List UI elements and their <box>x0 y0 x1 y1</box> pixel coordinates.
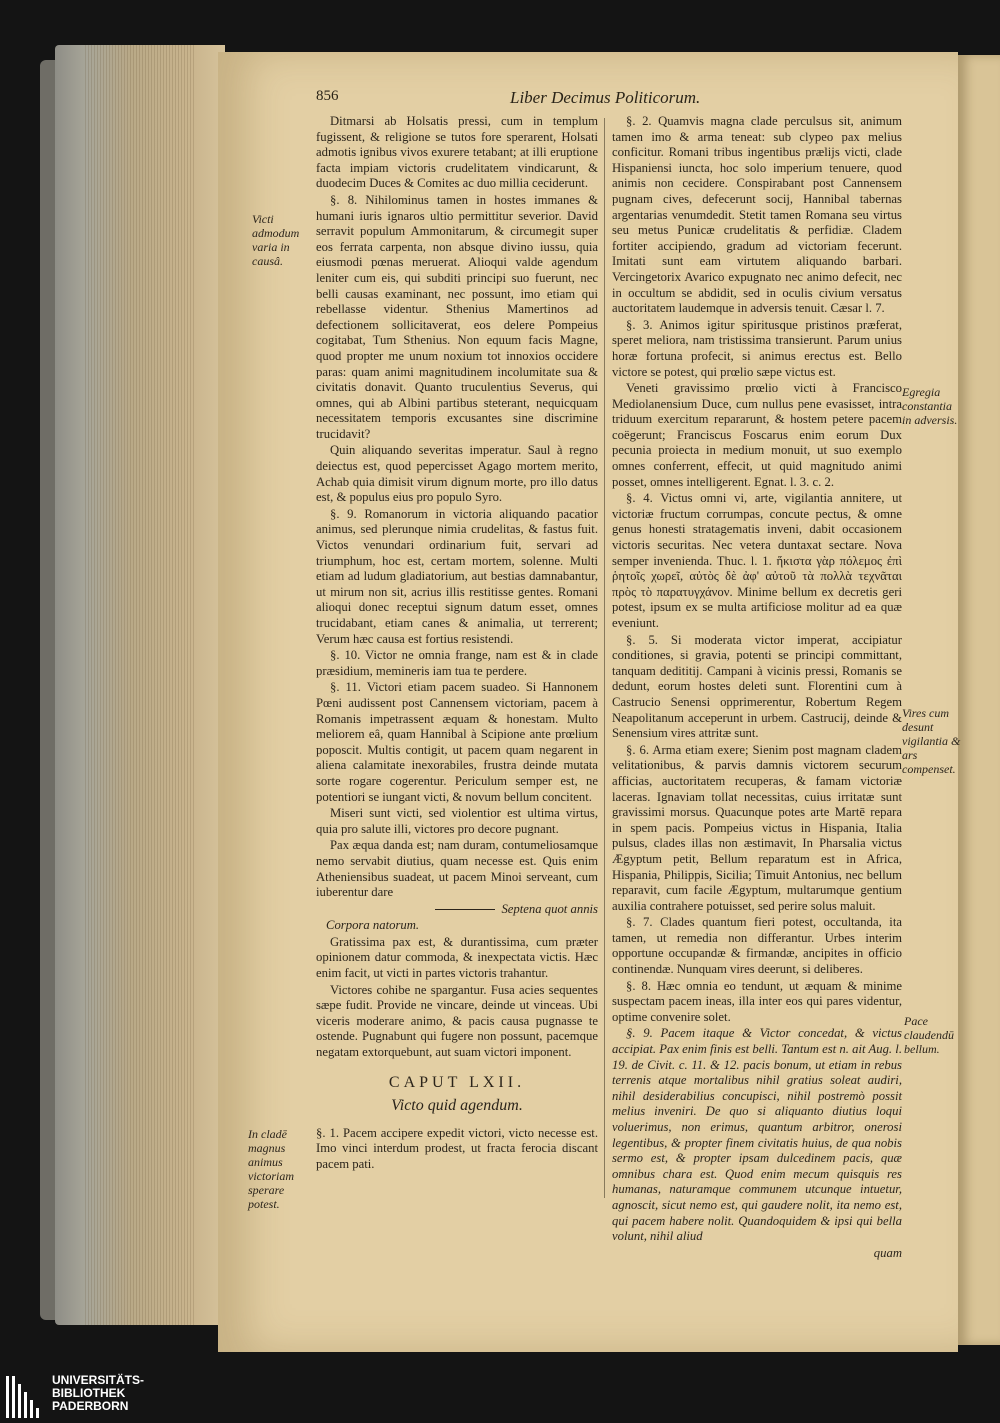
paragraph: Quin aliquando severitas imperatur. Saul à regno deiectus est, quod pepercisset Agago mortem merito, Achab quia dimisit virum dignum morte, pro illo datus est, & populus eius pro populo Syro. <box>316 443 598 505</box>
verse-line: Septena quot annis <box>316 902 598 918</box>
paragraph: §. 11. Victori etiam pacem suadeo. Si Hannonem Pœni audissent post Cannensem victoriam, pacem à Romanis impetrassent æquam & honestam. Multo meliorem eâ, quam Hannibal à Scipione ante prœlium poposcit. Multis contigit, ut pacem quam negarent in aliena calamitate inexorabiles, frustra deinde mutata sorte rogare cogerentur. Periculum semper est, ne potentiori se iungant victi, & novum bellum concitent. <box>316 680 598 804</box>
margin-note-pace: Pace claudendū bellum. <box>904 1014 954 1056</box>
catchword: quam <box>873 1245 902 1260</box>
paragraph: §. 3. Animos igitur spiritusque pristinos præferat, speret meliora, nam tristissima transierunt. Parum unius horæ fortuna profecit, si animus erectus est. Bello victore se potest, qui prœlio sæpe victus est. <box>612 317 902 379</box>
chapter-subtitle: Victo quid agendum. <box>391 1097 523 1115</box>
paragraph: Veneti gravissimo prœlio victi à Francisco Mediolanensium Duce, cum nullus pene evasisset, intra triduum exercitum repararunt, & hostem petere pacem coëgerunt; Franciscus Foscarus enim eorum Dux pecunia proiecta in medium monuit, ut suo exemplo omnes conferrent, effecit, ut quid magnitudo animi posset, omnes intelligerent. Egnat. l. 3. c. 2. <box>612 381 902 489</box>
paragraph: §. 4. Victus omni vi, arte, vigilantia annitere, ut victoriæ fructum corrumpas, concute pectus, & omne genus honesti stratagematis inveni, dabit occasionem victoris securitas. Nec vetera duntaxat sectare. Nova semper invenienda. Thuc. l. 1. ἥκιστα γὰρ πόλεμος ἐπὶ ῥητοῖς χωρεῖ, αὐτὸς δὲ ἀφ' αὐτοῦ τὰ πολλὰ τεχνᾶται πρὸς τὸ παρατυγχάνον. Minime bellum ex decretis geri potest, ipsum ex se multa artificiose molitur ad ea quæ eveniunt. <box>612 491 902 630</box>
right-column <box>612 114 902 1262</box>
page-header <box>300 88 940 110</box>
paragraph: §. 5. Si moderata victor imperat, accipiatur conditiones, si gravia, potenti se principi committant, tanquam dedititij. Campani à vicinis pressi, Romanis se dedunt, eorum hostes deleti sunt. Florentini cum à Castrucio Senensi opprimerentur, Robertum Regem Neapolitanum acceperunt in urbem. Castrucij, deinde & Senensium vires attritæ sunt. <box>612 632 902 741</box>
paragraph: §. 8. Hæc omnia eo tendunt, ut æquam & minime suspectam pacem ineas, illa inter eos qui pares videntur, optime convenire solet. <box>612 978 902 1024</box>
paragraph: Gratissima pax est, & durantissima, cum præter opinionem datur commoda, & inexpectata victis. Hæc enim facit, ut victi in partes victoris trahantur. <box>316 934 598 981</box>
margin-note-in-clade: In cladē magnus animus victoriam sperare potest. <box>248 1127 294 1211</box>
margin-note-vires: Vires cum desunt vigilantia & ars compenset. <box>902 706 961 776</box>
verse-line: Corpora natorum. <box>326 918 420 933</box>
margin-note-victi: Victi admodum varia in causâ. <box>252 212 300 268</box>
paragraph: §. 10. Victor ne omnia frange, nam est & in clade præsidium, memineris iam tua te perdere. <box>316 648 598 678</box>
paragraph: Victores cohibe ne spargantur. Fusa acies sequentes sæpe fudit. Provide ne vincare, deinde ut vinceas. Ubi viceris moderare animo, & pacis causa pugnasse te ostende. Pugnabunt qui fugere non possunt, pacemque negatam extorquebunt, aut suam victori imponent. <box>316 982 598 1060</box>
paragraph: §. 9. Pacem itaque & Victor concedat, & victus accipiat. Pax enim finis est belli. Tantum est n. ait Aug. l. 19. de Civit. c. 11. & 12. pacis bonum, ut etiam in rebus terrenis atque mortalibus nihil gratius soleat audiri, nihil desiderabilius concupisci, nihil postremò possit melius inveniri. De quo si aliquanto diutius loqui voluerimus, non erimus, quantum arbitror, onerosi legentibus, & propter finem civitatis huius, de qua nobis sermo est, & propter ipsam dulcedinem pacis, quæ omnibus chara est. Quod enim mecum quisquis res humanas, naturamque communem utcunque intuetur, agnoscit, sicut nemo est, qui gaudere nolit, ita nemo est, qui pacem habere nolit. Quandoquidem & ipsi qui bella volunt, nihil aliud <box>612 1026 902 1244</box>
margin-note-egregia: Egregia constantia in adversis. <box>902 385 958 427</box>
paragraph: §. 9. Romanorum in victoria aliquando pacatior animus, sed plerunque nimia crudelitas, & fastus fuit. Victos venundari ordinarium fuit, servari ad triumphum, hoc est, certam mortem, solenne. Multi etiam ad ludum gladiatorium, aut bestias damnabantur, ut mirum non sit, acrius illis restitisse gentes. Romani alioqui donec receptui signum datum esset, omnes trucidabant, etiam canes & animalia, ut terrerent; Verum hæc causa est fortius resistendi. <box>316 506 598 646</box>
facing-page-edge <box>958 55 1000 1345</box>
paragraph: §. 7. Clades quantum fieri potest, occultanda, ita tamen, ut remedia non differantur. Urbes interim opportune occupandæ & firmandæ, ancipites in officio continendæ. Nunquam vires deerunt, si deliberes. <box>612 915 902 977</box>
chapter-heading: CAPUT LXII. <box>388 1073 526 1091</box>
column-divider <box>604 118 605 1198</box>
left-column <box>316 114 598 1174</box>
library-logo <box>0 1370 200 1423</box>
paragraph: Pax æqua danda est; nam duram, contumeliosamque nemo servabit diutius, quam necesse est. Quis enim Atheniensibus suadeat, ut pacem Minoi serveant, cum iuberentur dare <box>316 838 598 900</box>
paragraph: §. 2. Quamvis magna clade perculsus sit, animum tamen imo & arma teneat: sub clypeo pax melius conficitur. Romani tribus ingentibus prælijs victi, clade Hispaniensi iuncta, hoc solo imperium tenuere, quod animis non cecidere. Conspirabant post Cannensem pugnam cives, defecerunt socij, Hannibal tabernas argentarias venumdedit. Stetit tamen Romana seu virtus seu metus Punicæ crudelitatis & perfidiæ. Cladem fortiter accipiendo, gradum ad victoriam fecerunt. Imitati sunt eam virtutem aliquando barbari. Vercingetorix Avarico expugnato nec animo defecit, nec in occultum se abdidit, sed in oculis civium versatus auctoritatem laudemque in adversis tenuit. Cæsar l. 7. <box>612 114 902 316</box>
paragraph: §. 6. Arma etiam exere; Sienim post magnam cladem velitationibus, & parvis damnis victorem securum afficias, auctoritatem recuperas, & famam victoriæ laceras. Ignaviam tollat necessitas, cuius irritatæ sunt gravissimi morsus. Quacunque potes arte Martē repara in spem pacis. Pompeius victus in Hispania, Italia pulsus, clades illas non æstimavit, In Pharsalia victus Ægyptum petit, Bellum reparatum est in Africa, Hispania, Philippis, Sicilia; Timuit Antonius, nec bellum reparavit, cum facile Ægyptum, multarumque gentium auxilia contrahere potuisset, sed perire solus maluit. <box>612 742 902 913</box>
paragraph: §. 8. Nihilominus tamen in hostes immanes & humani iuris ignaros ultio permittitur severior. David serravit populum Ammonitarum, & circumegit super eos ferrata carpenta, non absque divino iussu, quia eiusmodi pœnas meruerat. Alioqui valde agendum leniter cum eis, qui subditi principi suo fuerunt, nec belli causas examinant, nec possunt, imo etiam qui rebellasse videntur. Sthenius Mamertinos ad defectionem sollicitaverat, eos delere Pompeius cogitabat, Tum Sthenius. Non equum facis Magne, quod propter me unum noxium tot innoxios occidere paras: quam animi magnitudinem incolumitate sua & civitatis donavit. Quanto truculentius Severus, qui omnes, qui ab Albini partibus steterant, nequicquam necessitatem temporis excusantes sine discrimine trucidavit? <box>316 192 598 441</box>
page-number: 856 <box>316 88 339 104</box>
library-logo-icon <box>6 1376 46 1418</box>
chapter-first-paragraph: §. 1. Pacem accipere expedit victori, victo necesse est. Imo vinci interdum prodest, ut fracta ferocia discant pacem pati. <box>316 1125 598 1171</box>
running-title: Liber Decimus Politicorum. <box>510 88 701 107</box>
library-name: UNIVERSITÄTS- BIBLIOTHEK PADERBORN <box>52 1373 145 1413</box>
book-page-edges <box>55 45 225 1325</box>
paragraph: Miseri sunt victi, sed violentior est ultima virtus, quia pro salute illi, victores pro decore pugnant. <box>316 806 598 836</box>
paragraph: Ditmarsi ab Holsatis pressi, cum in templum fugissent, & religione se tutos fore sperarent, Holsati admotis ignibus vivos exurere tetabant; at illi eruptione facta impiam victoris crudelitatem vindicarunt, & duodecim Duces & Comites ac duo millia ceciderunt. <box>316 114 598 191</box>
